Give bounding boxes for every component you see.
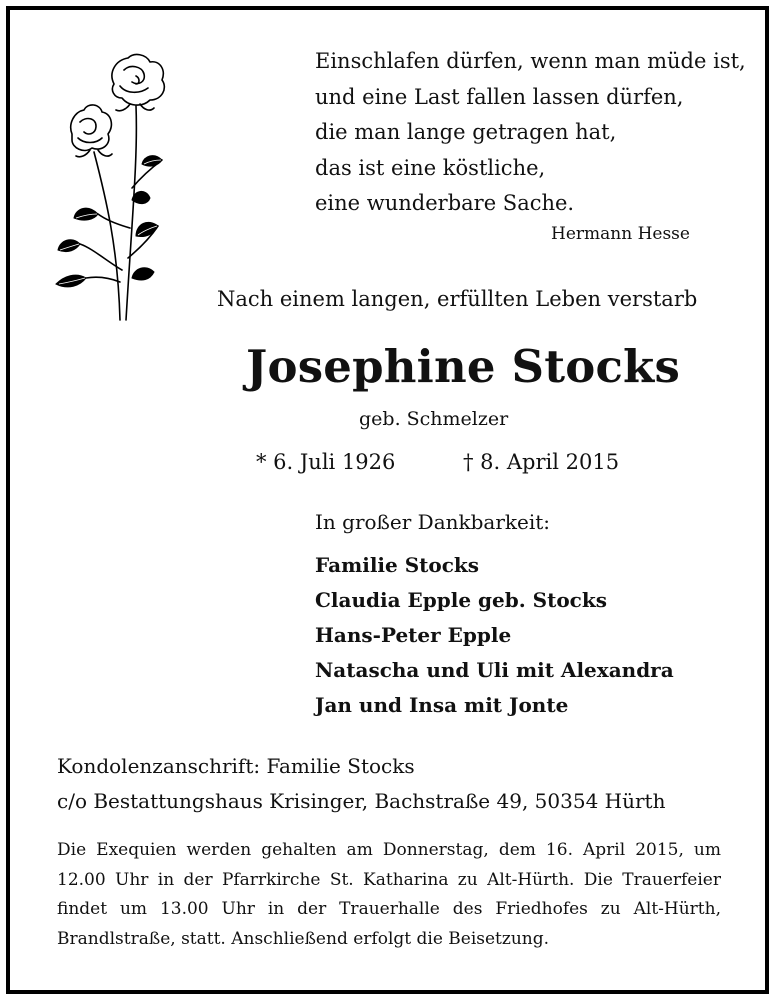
poem-line: die man lange getragen hat, xyxy=(315,120,617,144)
mourners-list xyxy=(315,548,674,723)
mourner-name: Claudia Epple geb. Stocks xyxy=(315,588,607,612)
mourner-name: Familie Stocks xyxy=(315,553,480,577)
birth-date: * 6. Juli 1926 xyxy=(256,450,396,474)
condolence-address xyxy=(57,749,665,818)
condolence-line: c/o Bestattungshaus Krisinger, Bachstraße 49, 50354 Hürth xyxy=(57,788,666,813)
condolence-line: Kondolenzanschrift: Familie Stocks xyxy=(57,754,415,778)
poem-line: eine wunderbare Sache. xyxy=(315,191,575,215)
poem-line: Einschlafen dürfen, wenn man müde ist, xyxy=(315,49,746,73)
poem-author: Hermann Hesse xyxy=(551,224,690,244)
intro-text: Nach einem langen, erfüllten Leben verstarb xyxy=(217,287,698,311)
mourner-name: Natascha und Uli mit Alexandra xyxy=(315,658,674,682)
poem-line: und eine Last fallen lassen dürfen, xyxy=(315,84,684,109)
rose-illustration-icon xyxy=(50,48,180,323)
death-date: † 8. April 2015 xyxy=(463,450,620,474)
funeral-details: Die Exequien werden gehalten am Donnerstag, dem 16. April 2015, um 12.00 Uhr in der Pfarrkirche St. Katharina zu Alt-Hürth. Die Trauerfeier findet um 13.00 Uhr in der Trauerhalle des Friedhofes zu Alt-Hürth, Brandlstraße, statt. Anschließend erfolgt die Beisetzung. xyxy=(57,840,721,949)
maiden-name: geb. Schmelzer xyxy=(359,408,509,430)
mourner-name: Jan und Insa mit Jonte xyxy=(315,693,569,717)
deceased-name: Josephine Stocks xyxy=(246,340,680,393)
mourner-name: Hans-Peter Epple xyxy=(315,623,512,647)
gratitude-heading: In großer Dankbarkeit: xyxy=(315,510,551,534)
poem-line: das ist eine köstliche, xyxy=(315,155,546,180)
poem xyxy=(315,44,746,222)
